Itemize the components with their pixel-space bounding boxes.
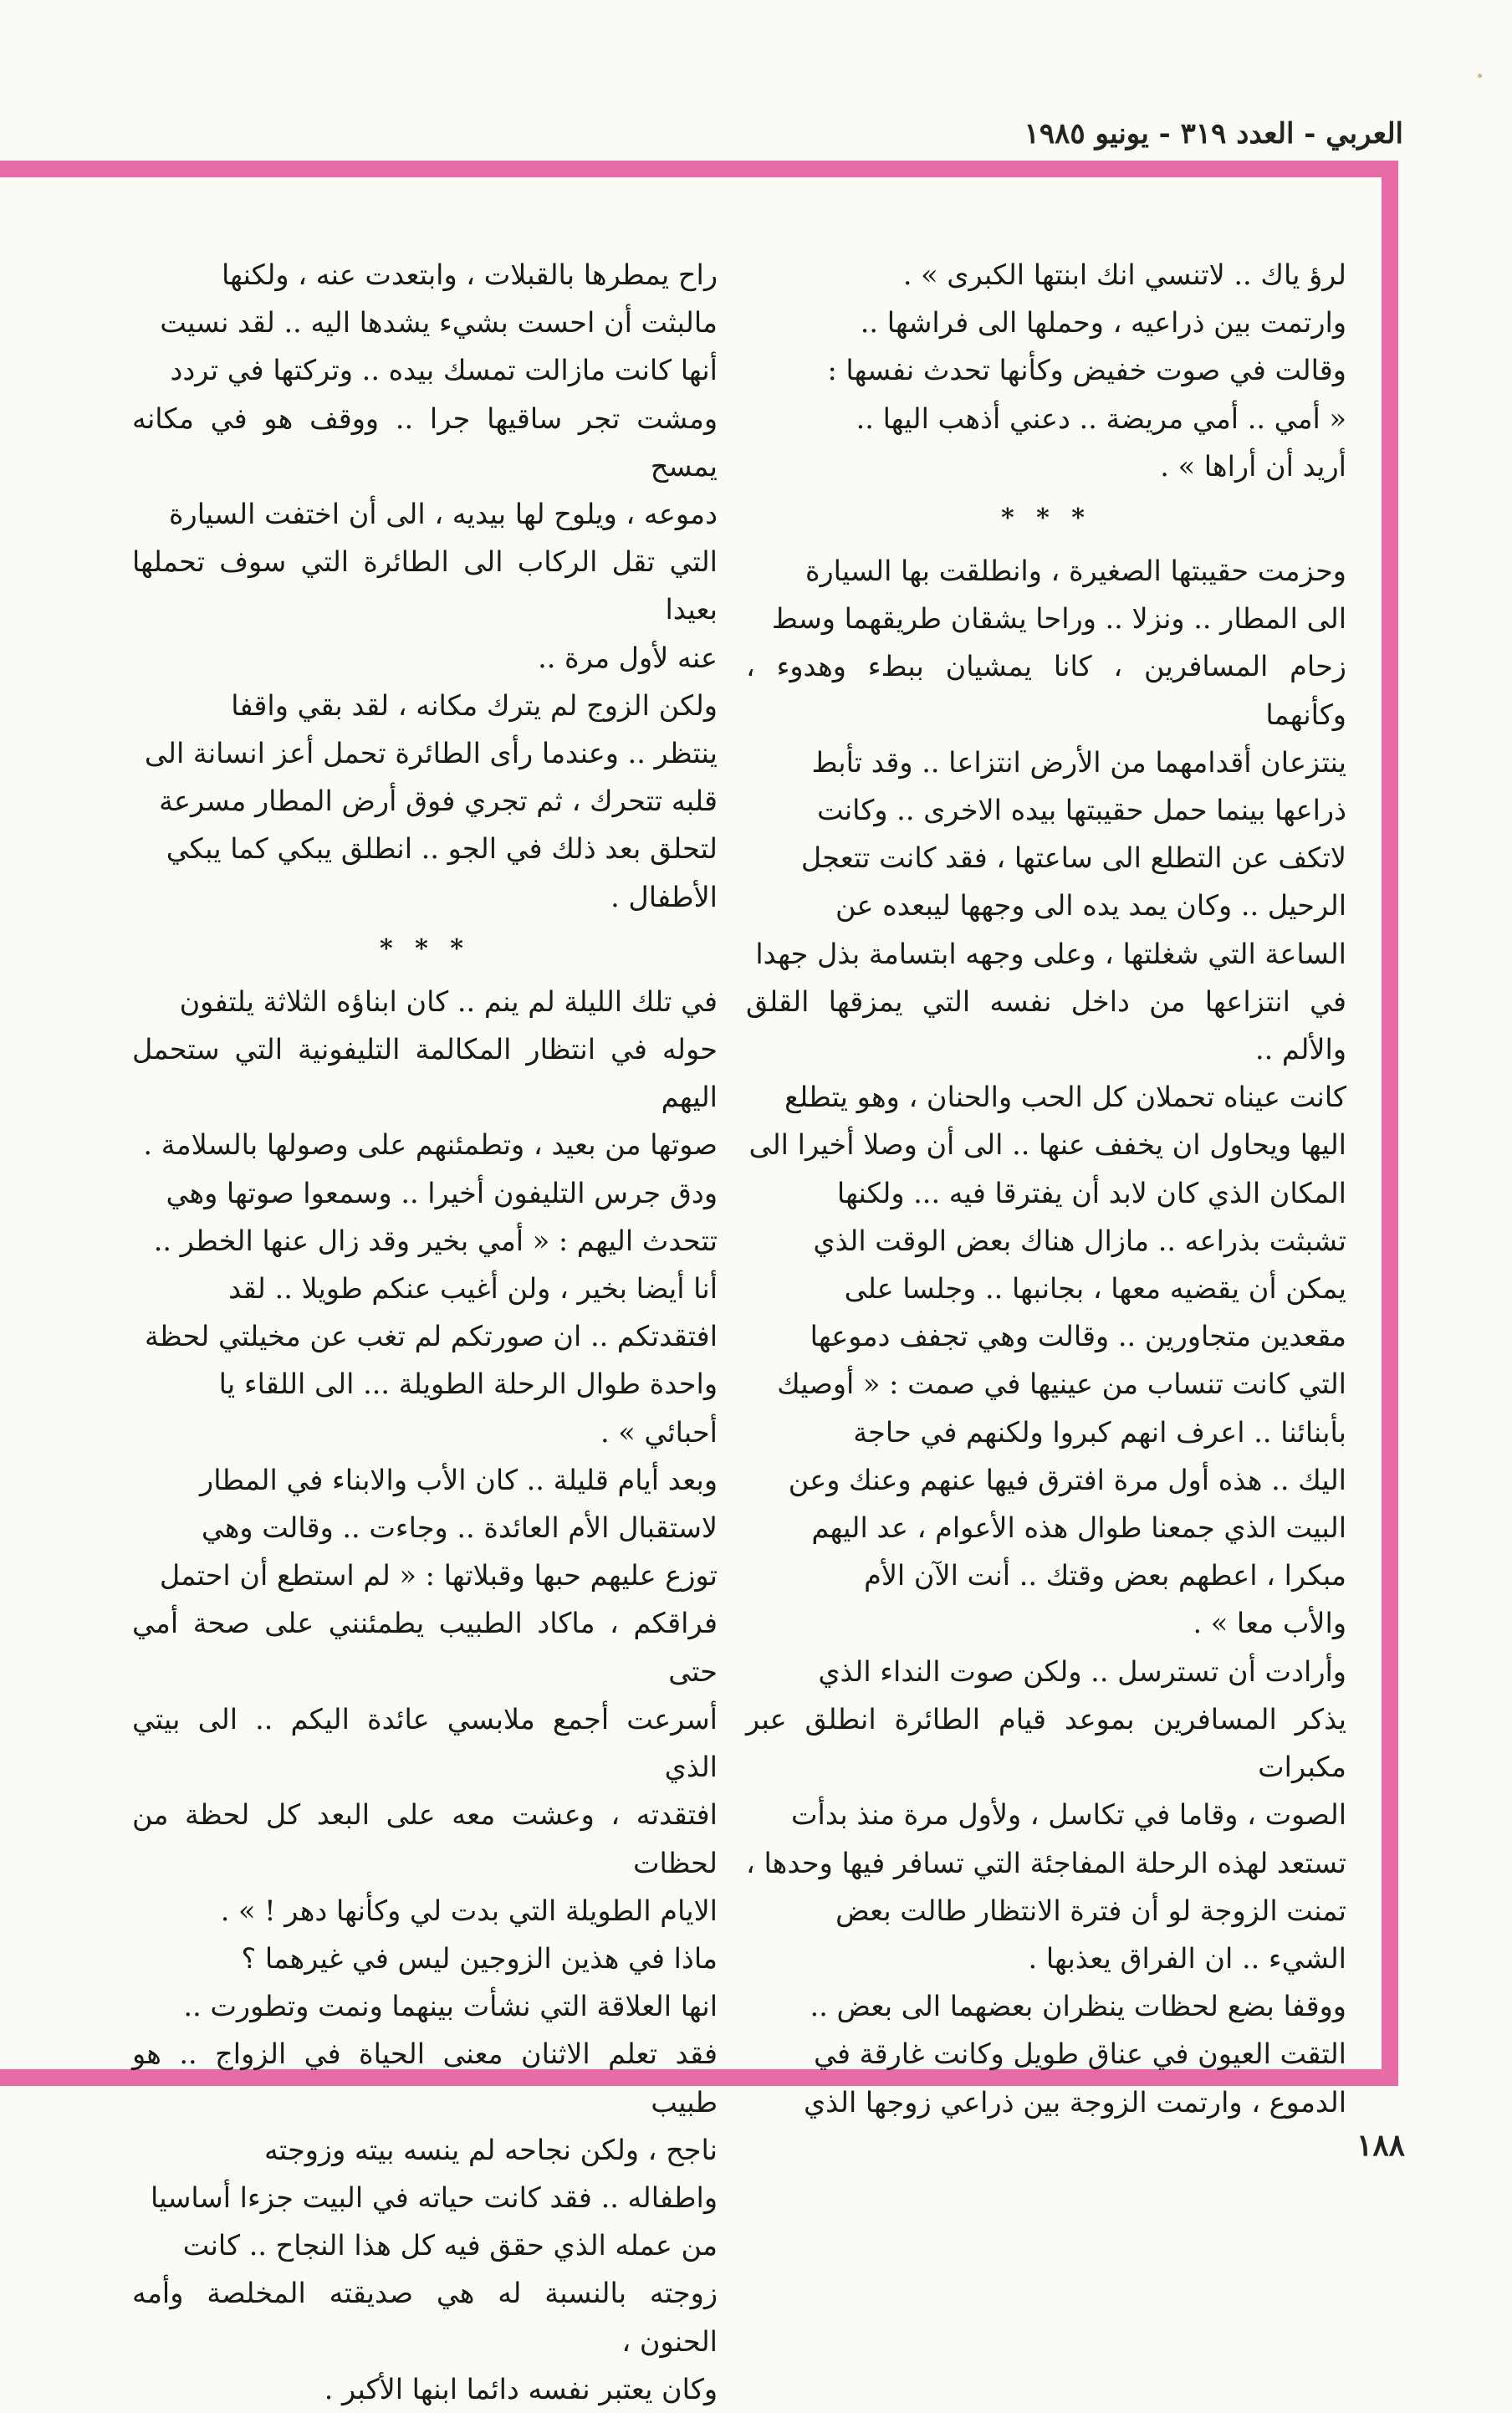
text-line: الصوت ، وقاما في تكاسل ، ولأول مرة منذ بدأت [791, 1798, 1346, 1832]
text-line: واطفاله .. فقد كانت حياته في البيت جزءا أساسيا [151, 2180, 718, 2214]
text-line: أريد أن أراها » . [1160, 449, 1346, 483]
text-line: تمنت الزوجة لو أن فترة الانتظار طالت بعض [835, 1894, 1346, 1927]
text-line: قلبه تتحرك ، ثم تجري فوق أرض المطار مسرعة [159, 785, 718, 818]
text-line: واحدة طوال الرحلة الطويلة ... الى اللقاء يا [218, 1368, 718, 1401]
text-line: ناجح ، ولكن نجاحه لم ينسه بيته وزوجته [263, 2133, 718, 2166]
text-line: يذكر المسافرين بموعد قيام الطائرة انطلق عبر مكبرات [746, 1702, 1346, 1784]
text-line: افتقدتكم .. ان صورتكم لم تغب عن مخيلتي لحظة [145, 1320, 718, 1353]
text-line: الأطفال . [610, 880, 718, 913]
text-line: راح يمطرها بالقبلات ، وابتعدت عنه ، ولكنها [221, 258, 718, 291]
text-line: يمكن أن يقضيه معها ، بجانبها .. وجلسا على [844, 1272, 1346, 1306]
text-line: ووقفا بضع لحظات ينظران بعضهما الى بعض .. [810, 1990, 1346, 2023]
text-line: الايام الطويلة التي بدت لي وكأنها دهر ! » . [220, 1894, 718, 1927]
running-header: العربي - العدد ٣١٩ - يونيو ١٩٨٥ [1024, 117, 1403, 151]
text-line: وأرادت أن تسترسل .. ولكن صوت النداء الذي [818, 1654, 1346, 1688]
page-number: ١٨٨ [1356, 2128, 1405, 2163]
text-line: أنها كانت مازالت تمسك بيده .. وتركتها في تردد [170, 354, 718, 387]
text-line: وبعد أيام قليلة .. كان الأب والابناء في المطار [200, 1463, 718, 1496]
text-line: عنه لأول مرة .. [538, 641, 718, 674]
text-line: الدموع ، وارتمت الزوجة بين ذراعي زوجها الذي [803, 2085, 1346, 2119]
text-line: ينتظر .. وعندما رأى الطائرة تحمل أعز انسانة الى [144, 737, 718, 770]
left-column-lines-after [132, 978, 718, 2413]
text-line: افتقدته ، وعشت معه على البعد كل لحظة من لحظات [132, 1798, 718, 1879]
section-divider: * * * [1001, 504, 1091, 534]
text-line: اليك .. هذه أول مرة افترق فيها عنهم وعنك وعن [788, 1463, 1346, 1496]
text-line: أحبائي » . [600, 1415, 718, 1449]
text-line: صوتها من بعيد ، وتطمئنهم على وصولها بالسلامة . [143, 1128, 718, 1162]
text-line: انها العلاقة التي نشأت بينهما ونمت وتطورت .. [183, 1990, 718, 2023]
text-line: التي كانت تنساب من عينيها في صمت : « أوصيك [777, 1368, 1346, 1401]
right-column [746, 251, 1346, 2126]
text-line: ودق جرس التليفون أخيرا .. وسمعوا صوتها وهي [166, 1176, 718, 1209]
text-line: أسرعت أجمع ملابسي عائدة اليكم .. الى بيتي الذي [132, 1702, 718, 1784]
text-line: في انتزاعها من داخل نفسه التي يمزقها القلق والألم .. [746, 984, 1346, 1066]
text-line: الرحيل .. وكان يمد يده الى وجهها ليبعده عن [835, 889, 1346, 923]
text-line: وارتمت بين ذراعيه ، وحملها الى فراشها .. [860, 306, 1346, 340]
right-column-lines-after [746, 547, 1346, 2126]
text-line: البيت الذي جمعنا طوال هذه الأعوام ، عد اليهم [811, 1511, 1346, 1545]
right-column-lines-before [746, 251, 1346, 490]
text-line: مقعدين متجاورين .. وقالت وهي تجفف دموعها [810, 1320, 1346, 1353]
text-line: « أمي .. أمي مريضة .. دعني أذهب اليها .. [856, 401, 1346, 435]
text-line: تشبثت بذراعه .. مازال هناك بعض الوقت الذي [813, 1224, 1346, 1257]
text-line: المكان الذي كان لابد أن يفترقا فيه ... ولكنها [836, 1176, 1346, 1209]
text-line: في تلك الليلة لم ينم .. كان ابناؤه الثلاثة يلتفون [179, 984, 718, 1018]
text-line: زحام المسافرين ، كانا يمشيان ببطء وهدوء ، وكأنهما [746, 650, 1346, 731]
text-line: التي تقل الركاب الى الطائرة التي سوف تحملها بعيدا [132, 545, 718, 626]
text-line: الى المطار .. ونزلا .. وراحا يشقان طريقهما وسط [771, 602, 1346, 636]
text-line: زوجته بالنسبة له هي صديقته المخلصة وأمه الحنون ، [132, 2277, 718, 2358]
text-line: دموعه ، ويلوح لها بيديه ، الى أن اختفت السيارة [168, 498, 718, 531]
text-line: أنا أيضا بخير ، ولن أغيب عنكم طويلا .. لقد [228, 1272, 718, 1306]
text-line: ينتزعان أقدامهما من الأرض انتزاعا .. وقد تأبط [811, 745, 1346, 779]
text-line: مالبثت أن احست بشيء يشدها اليه .. لقد نسيت [160, 306, 718, 340]
text-line: ماذا في هذين الزوجين ليس في غيرهما ؟ [241, 1941, 718, 1975]
text-line: التقت العيون في عناق طويل وكانت غارقة في [814, 2037, 1346, 2071]
text-line: من عمله الذي حقق فيه كل هذا النجاح .. كانت [182, 2229, 718, 2262]
text-line: والأب معا » . [1193, 1607, 1346, 1640]
section-divider: * * * [380, 933, 470, 964]
left-column-lines-before [132, 251, 718, 921]
text-line: الساعة التي شغلتها ، وعلى وجهه ابتسامة بذل جهدا [755, 937, 1346, 970]
text-line: اليها ويحاول ان يخفف عنها .. الى أن وصلا أخيرا الى [748, 1128, 1346, 1162]
text-line: تستعد لهذه الرحلة المفاجئة التي تسافر فيها وحدها ، [746, 1846, 1346, 1879]
text-line: لتحلق بعد ذلك في الجو .. انطلق يبكي كما يبكي [166, 832, 718, 866]
text-line: الشيء .. ان الفراق يعذبها . [1028, 1941, 1346, 1975]
text-line: وحزمت حقيبتها الصغيرة ، وانطلقت بها السيارة [805, 555, 1346, 588]
text-line: وكان يعتبر نفسه دائما ابنها الأكبر . [324, 2372, 718, 2405]
paper-speck [1478, 74, 1482, 78]
text-line: فراقكم ، ماكاد الطبيب يطمئنني على صحة أمي حتى [132, 1607, 718, 1688]
text-line: وقالت في صوت خفيض وكأنها تحدث نفسها : [827, 354, 1346, 387]
text-line: توزع عليهم حبها وقبلاتها : « لم استطع أن احتمل [159, 1559, 718, 1592]
text-line: كانت عيناه تحملان كل الحب والحنان ، وهو يتطلع [784, 1081, 1346, 1114]
text-line: ومشت تجر ساقيها جرا .. ووقف هو في مكانه يمسح [132, 401, 718, 483]
text-line: ذراعها بينما حمل حقيبتها بيده الاخرى .. وكانت [816, 794, 1346, 827]
text-line: تتحدث اليهم : « أمي بخير وقد زال عنها الخطر .. [153, 1224, 718, 1257]
text-line: فقد تعلم الاثنان معنى الحياة في الزواج .. هو طبيب [132, 2037, 718, 2119]
text-line: حوله في انتظار المكالمة التليفونية التي ستحمل اليهم [132, 1033, 718, 1114]
text-line: بأبنائنا .. اعرف انهم كبروا ولكنهم في حاجة [853, 1415, 1346, 1449]
text-line: لاتكف عن التطلع الى ساعتها ، فقد كانت تتعجل [800, 841, 1346, 875]
left-column [132, 251, 718, 2413]
text-line: مبكرا ، اعطهم بعض وقتك .. أنت الآن الأم [864, 1559, 1346, 1592]
text-line: لرؤ ياك .. لاتنسي انك ابنتها الكبرى » . [902, 258, 1346, 291]
text-line: لاستقبال الأم العائدة .. وجاءت .. وقالت وهي [201, 1511, 718, 1545]
text-line: ولكن الزوج لم يترك مكانه ، لقد بقي واقفا [231, 688, 718, 722]
